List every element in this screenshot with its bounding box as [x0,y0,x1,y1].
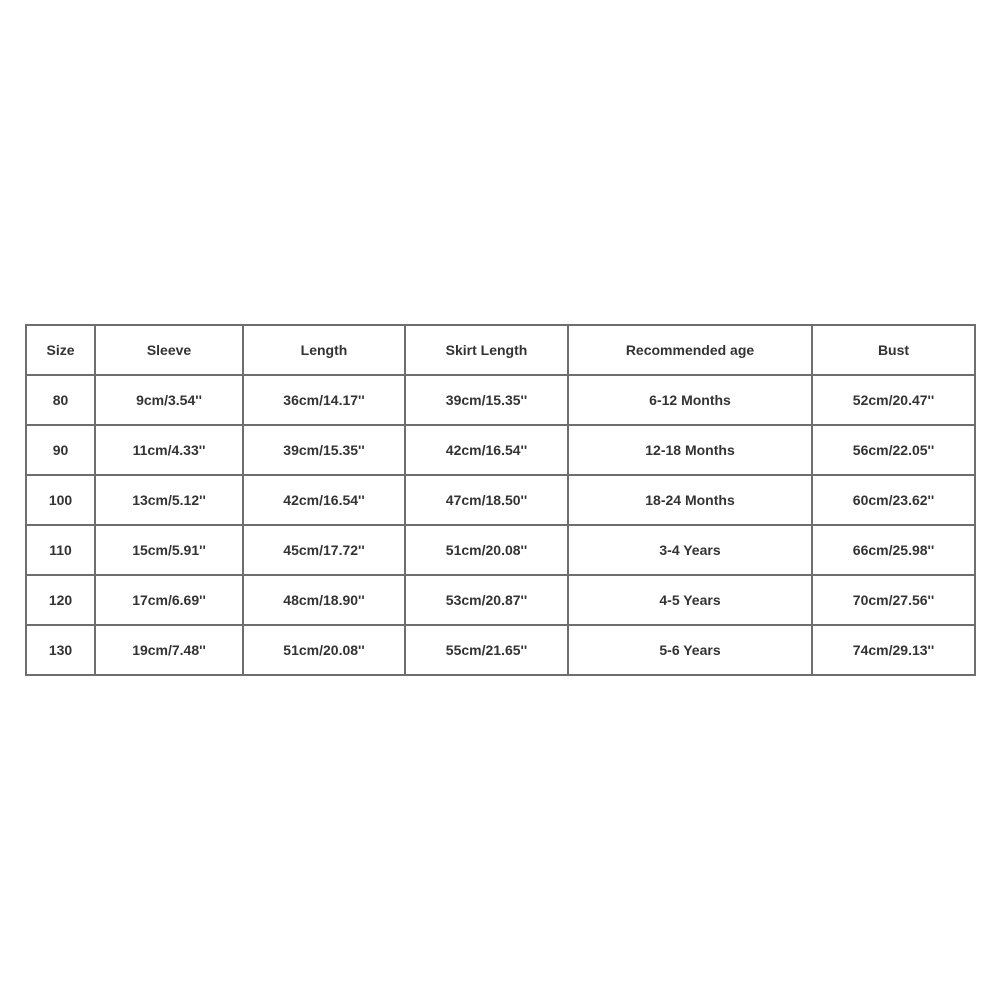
cell-size: 90 [26,425,95,475]
cell-skirt-length: 51cm/20.08'' [405,525,568,575]
cell-size: 110 [26,525,95,575]
table-row [26,575,975,625]
cell-skirt-length: 39cm/15.35'' [405,375,568,425]
cell-length: 39cm/15.35'' [243,425,405,475]
cell-recommended-age: 3-4 Years [568,525,812,575]
cell-sleeve: 13cm/5.12'' [95,475,243,525]
cell-sleeve: 19cm/7.48'' [95,625,243,675]
cell-size: 100 [26,475,95,525]
cell-skirt-length: 55cm/21.65'' [405,625,568,675]
header-recommended-age: Recommended age [568,325,812,375]
cell-length: 48cm/18.90'' [243,575,405,625]
cell-skirt-length: 42cm/16.54'' [405,425,568,475]
cell-size: 80 [26,375,95,425]
cell-bust: 66cm/25.98'' [812,525,975,575]
cell-bust: 52cm/20.47'' [812,375,975,425]
cell-size: 130 [26,625,95,675]
cell-recommended-age: 5-6 Years [568,625,812,675]
table-row [26,475,975,525]
table-row [26,425,975,475]
cell-length: 42cm/16.54'' [243,475,405,525]
cell-recommended-age: 18-24 Months [568,475,812,525]
table-header [26,325,975,375]
header-bust: Bust [812,325,975,375]
cell-skirt-length: 47cm/18.50'' [405,475,568,525]
cell-length: 51cm/20.08'' [243,625,405,675]
cell-sleeve: 15cm/5.91'' [95,525,243,575]
header-sleeve: Sleeve [95,325,243,375]
table-row [26,625,975,675]
table-body [26,375,975,675]
cell-length: 36cm/14.17'' [243,375,405,425]
table-row [26,375,975,425]
cell-bust: 74cm/29.13'' [812,625,975,675]
header-length: Length [243,325,405,375]
cell-sleeve: 9cm/3.54'' [95,375,243,425]
cell-bust: 60cm/23.62'' [812,475,975,525]
cell-length: 45cm/17.72'' [243,525,405,575]
table-row [26,525,975,575]
cell-recommended-age: 6-12 Months [568,375,812,425]
header-size: Size [26,325,95,375]
header-skirt-length: Skirt Length [405,325,568,375]
cell-sleeve: 11cm/4.33'' [95,425,243,475]
cell-recommended-age: 12-18 Months [568,425,812,475]
cell-bust: 56cm/22.05'' [812,425,975,475]
cell-size: 120 [26,575,95,625]
cell-recommended-age: 4-5 Years [568,575,812,625]
cell-sleeve: 17cm/6.69'' [95,575,243,625]
cell-skirt-length: 53cm/20.87'' [405,575,568,625]
cell-bust: 70cm/27.56'' [812,575,975,625]
header-row [26,325,975,375]
size-chart-table [25,324,976,676]
